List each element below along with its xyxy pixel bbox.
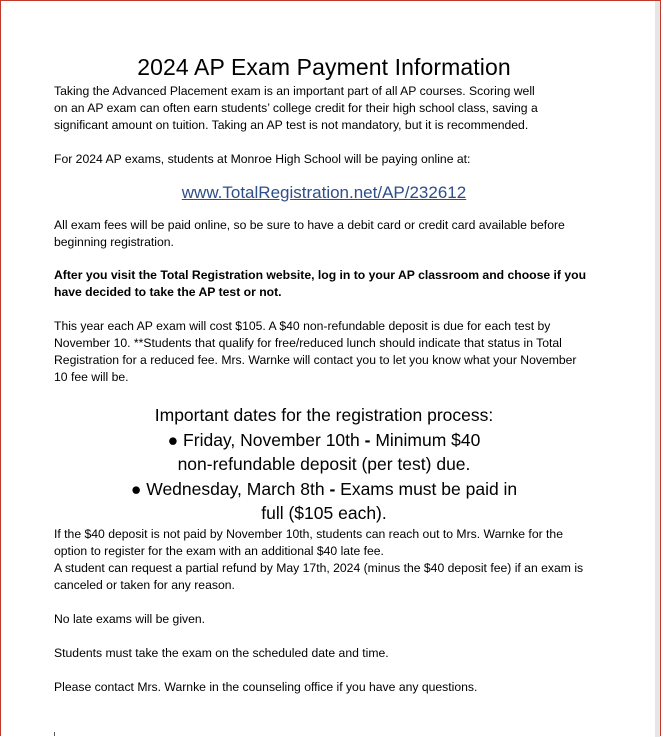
date-item-2-sep: - <box>324 478 341 499</box>
dates-heading: Important dates for the registration process: <box>154 405 494 425</box>
fees-online-paragraph: All exam fees will be paid online, so be sure to have a debit card or credit card available before beginning registration. <box>54 218 565 249</box>
payment-intro-paragraph: For 2024 AP exams, students at Monroe High School will be paying online at: <box>54 152 471 166</box>
date-item-2-date: ● Wednesday, March 8th <box>130 478 325 499</box>
date-item-1-date: ● Friday, November 10th <box>167 429 360 450</box>
cost-paragraph: This year each AP exam will cost $105. A $40 non-refundable deposit is due for each test by November 10. **Students that qualify for free/reduced lunch should indicate that status in Total Registration for a reduced fee. Mrs. Warnke will contact you to let you know what your November 10 fee will be. <box>54 319 577 384</box>
no-late-paragraph: No late exams will be given. <box>54 611 206 626</box>
instruction-paragraph: After you visit the Total Registration website, log in to your AP classroom and choose if you have decided to take the AP test or not. <box>54 268 587 299</box>
contact-paragraph: Please contact Mrs. Warnke in the counseling office if you have any questions. <box>54 679 478 694</box>
registration-link[interactable]: www.TotalRegistration.net/AP/232612 <box>181 183 467 202</box>
important-dates <box>54 403 594 526</box>
date-item-1 <box>54 428 594 453</box>
late-fee-paragraph: If the $40 deposit is not paid by November 10th, students can reach out to Mrs. Warnke for the option to register for the exam with an additional $40 late fee. <box>54 526 563 558</box>
intro-paragraph: Taking the Advanced Placement exam is an important part of all AP courses. Scoring well on an AP exam can often earn students’ college credit for their high school class, saving a significant amount on tuition. Taking an AP test is not mandatory, but it is recommended. <box>54 84 538 132</box>
date-item-1-text-a: Minimum $40 <box>375 429 481 450</box>
date-item-2-text-a: Exams must be paid in <box>340 478 518 499</box>
schedule-paragraph: Students must take the exam on the scheduled date and time. <box>54 645 389 660</box>
date-item-1-sep: - <box>359 429 376 450</box>
text-cursor <box>54 732 55 736</box>
page-title: 2024 AP Exam Payment Information <box>137 54 511 80</box>
date-item-2-cont: full ($105 each). <box>261 503 387 523</box>
date-item-2 <box>54 477 594 502</box>
date-item-1-cont: non-refundable deposit (per test) due. <box>177 454 471 474</box>
refund-paragraph: A student can request a partial refund by May 17th, 2024 (minus the $40 deposit fee) if an exam is canceled or taken for any reason. <box>54 560 584 592</box>
scrollbar[interactable] <box>655 1 660 737</box>
document-body <box>54 1 604 696</box>
